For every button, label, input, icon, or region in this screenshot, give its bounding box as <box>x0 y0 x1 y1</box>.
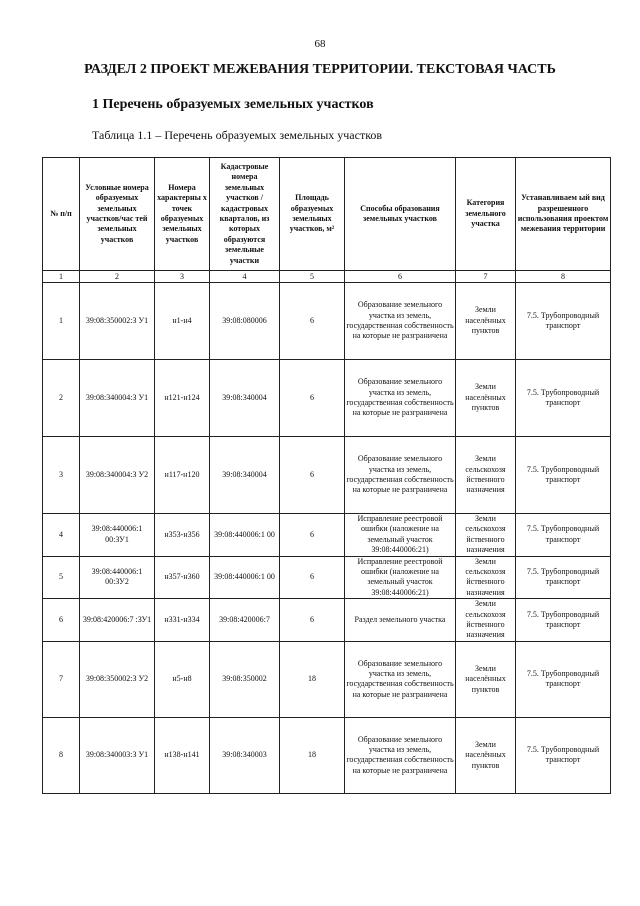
column-number: 8 <box>516 271 611 283</box>
table-cell: 6 <box>280 437 345 514</box>
table-cell: н138-н141 <box>155 717 210 793</box>
table-cell: 7.5. Трубопроводный транспорт <box>516 599 611 642</box>
table-cell: Образование земельного участка из земель, государственная собственность на которые не разграничена <box>345 437 456 514</box>
header-cell-number: № п/п <box>43 158 80 271</box>
table-row <box>43 717 611 793</box>
section-title: РАЗДЕЛ 2 ПРОЕКТ МЕЖЕВАНИЯ ТЕРРИТОРИИ. ТЕКСТОВАЯ ЧАСТЬ <box>84 62 556 77</box>
column-number: 6 <box>345 271 456 283</box>
subsection-title: 1 Перечень образуемых земельных участков <box>92 97 374 112</box>
table-cell: Земли населённых пунктов <box>456 283 516 360</box>
table-cell: Земли населённых пунктов <box>456 717 516 793</box>
table-cell: 6 <box>280 514 345 557</box>
header-cell-parcel-ids: Условные номера образуемых земельных участков/час тей земельных участков <box>80 158 155 271</box>
column-number: 7 <box>456 271 516 283</box>
table-cell: 39:08:340004:З У2 <box>80 437 155 514</box>
table-cell: 7.5. Трубопроводный транспорт <box>516 717 611 793</box>
column-number: 5 <box>280 271 345 283</box>
page-number: 68 <box>314 38 326 50</box>
table-cell: н117-н120 <box>155 437 210 514</box>
table-cell: 7 <box>43 641 80 717</box>
column-number-row <box>43 271 611 283</box>
header-cell-points: Номера характерны х точек образуемых земельных участков <box>155 158 210 271</box>
header-cell-method: Способы образования земельных участков <box>345 158 456 271</box>
table-row <box>43 641 611 717</box>
table-cell: н5-н8 <box>155 641 210 717</box>
table-cell: 3 <box>43 437 80 514</box>
table-row <box>43 437 611 514</box>
column-number: 1 <box>43 271 80 283</box>
table-cell: 7.5. Трубопроводный транспорт <box>516 641 611 717</box>
table-cell: Исправление реестровой ошибки (наложение на земельный участок 39:08:440006:21) <box>345 514 456 557</box>
table-cell: Образование земельного участка из земель, государственная собственность на которые не разграничена <box>345 283 456 360</box>
table-cell: 7.5. Трубопроводный транспорт <box>516 514 611 557</box>
table-cell: 39:08:350002:З У2 <box>80 641 155 717</box>
header-cell-permitted-use: Устанавливаем ый вид разрешенного использования проектом межевания территории <box>516 158 611 271</box>
table-row <box>43 283 611 360</box>
table-cell: Образование земельного участка из земель, государственная собственность на которые не разграничена <box>345 717 456 793</box>
table-cell: 39:08:340004:З У1 <box>80 360 155 437</box>
table-cell: Исправление реестровой ошибки (наложение на земельный участок 39:08:440006:21) <box>345 556 456 599</box>
table-cell: 39:08:440006:1 00:ЗУ1 <box>80 514 155 557</box>
table-row <box>43 360 611 437</box>
table-cell: Земли населённых пунктов <box>456 641 516 717</box>
table-cell: Раздел земельного участка <box>345 599 456 642</box>
table-cell: 5 <box>43 556 80 599</box>
table-cell: 39:08:350002 <box>210 641 280 717</box>
table-cell: 18 <box>280 641 345 717</box>
table-cell: 8 <box>43 717 80 793</box>
table-cell: 7.5. Трубопроводный транспорт <box>516 360 611 437</box>
table-cell: 4 <box>43 514 80 557</box>
table-row <box>43 556 611 599</box>
table-cell: 6 <box>280 283 345 360</box>
table-cell: 39:08:420006:7 :ЗУ1 <box>80 599 155 642</box>
table-cell: 39:08:350002:З У1 <box>80 283 155 360</box>
table-cell: 39:08:340003:З У1 <box>80 717 155 793</box>
header-cell-category: Категория земельного участка <box>456 158 516 271</box>
table-cell: н121-н124 <box>155 360 210 437</box>
table-cell: н353-н356 <box>155 514 210 557</box>
table-cell: Образование земельного участка из земель, государственная собственность на которые не разграничена <box>345 641 456 717</box>
table-cell: 39:08:440006:1 00 <box>210 556 280 599</box>
column-number: 4 <box>210 271 280 283</box>
table-cell: 39:08:420006:7 <box>210 599 280 642</box>
table-row <box>43 599 611 642</box>
table-cell: 39:08:340004 <box>210 360 280 437</box>
table-cell: Земли сельскохозя йственного назначения <box>456 514 516 557</box>
table-cell: Земли населённых пунктов <box>456 360 516 437</box>
table-cell: 1 <box>43 283 80 360</box>
table-cell: н331-н334 <box>155 599 210 642</box>
table-cell: 39:08:340003 <box>210 717 280 793</box>
column-number: 3 <box>155 271 210 283</box>
table-cell: 6 <box>280 360 345 437</box>
table-cell: 2 <box>43 360 80 437</box>
table-caption: Таблица 1.1 – Перечень образуемых земельных участков <box>92 128 383 142</box>
table-cell: 6 <box>43 599 80 642</box>
table-cell: 39:08:440006:1 00 <box>210 514 280 557</box>
table-cell: н357-н360 <box>155 556 210 599</box>
column-number: 2 <box>80 271 155 283</box>
header-row <box>43 158 611 271</box>
table-cell: Земли сельскохозя йственного назначения <box>456 599 516 642</box>
table-cell: 7.5. Трубопроводный транспорт <box>516 437 611 514</box>
table-cell: 39:08:080006 <box>210 283 280 360</box>
table-cell: 18 <box>280 717 345 793</box>
table-cell: 39:08:340004 <box>210 437 280 514</box>
table-cell: 7.5. Трубопроводный транспорт <box>516 283 611 360</box>
table-row <box>43 514 611 557</box>
table-cell: 6 <box>280 599 345 642</box>
table-cell: 39:08:440006:1 00:ЗУ2 <box>80 556 155 599</box>
table-cell: 7.5. Трубопроводный транспорт <box>516 556 611 599</box>
header-cell-cadastral: Кадастровые номера земельных участков / кадастровых кварталов, из которых образуются земельные участки <box>210 158 280 271</box>
table-cell: 6 <box>280 556 345 599</box>
table-cell: Образование земельного участка из земель, государственная собственность на которые не разграничена <box>345 360 456 437</box>
header-cell-area: Площадь образуемых земельных участков, м² <box>280 158 345 271</box>
table-cell: Земли сельскохозя йственного назначения <box>456 556 516 599</box>
table-cell: Земли сельскохозя йственного назначения <box>456 437 516 514</box>
parcels-table <box>42 157 611 794</box>
table-cell: н1-н4 <box>155 283 210 360</box>
